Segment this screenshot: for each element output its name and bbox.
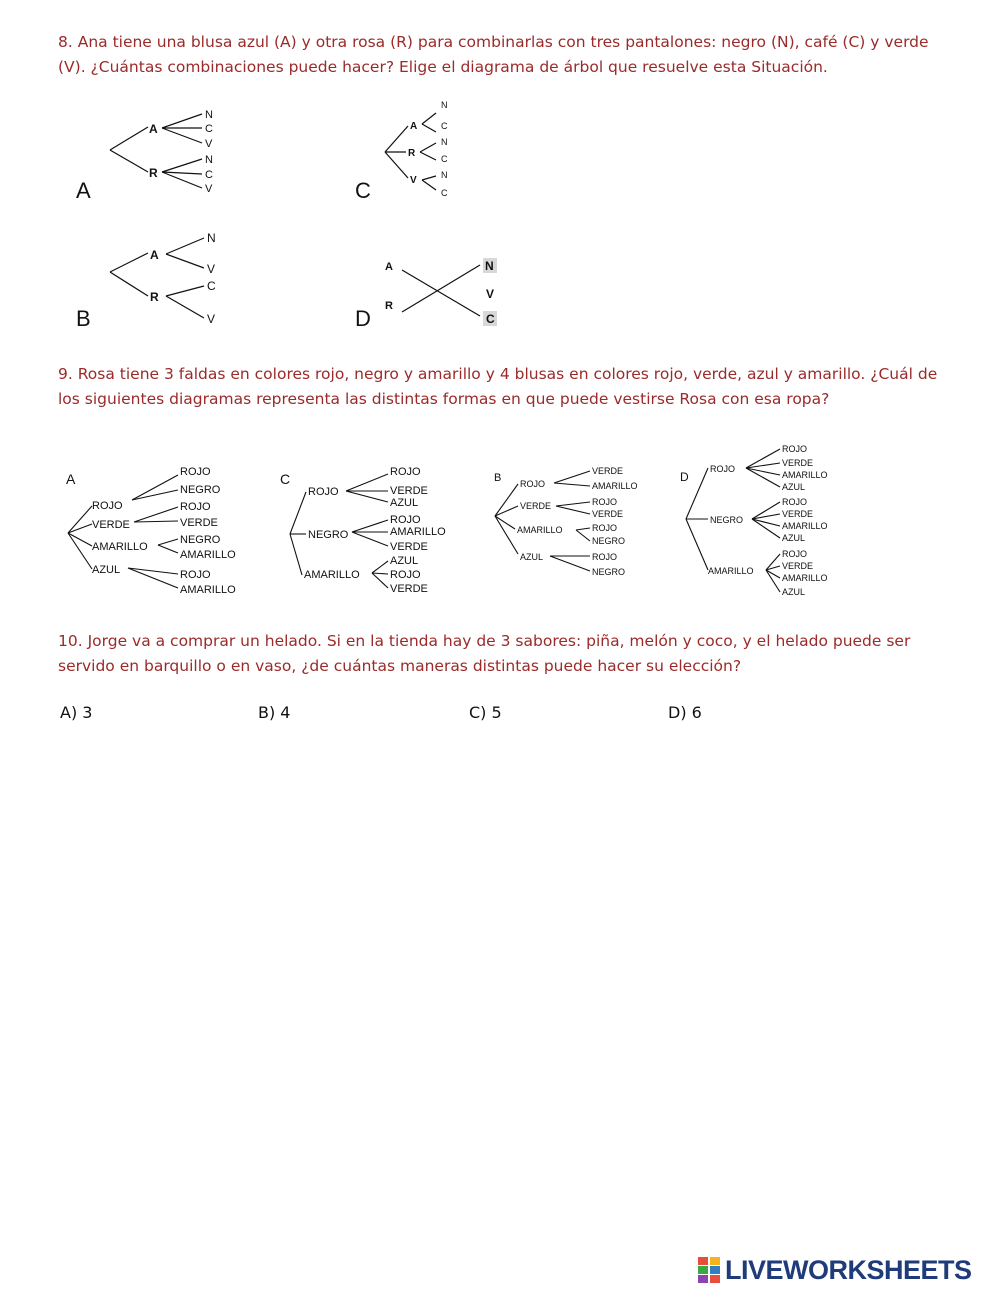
tree-node: ROJO — [710, 464, 736, 474]
tree-leaf: VERDE — [390, 583, 428, 595]
q10-option-a[interactable]: A) 3 — [60, 703, 93, 722]
tree-node: AMARILLO — [304, 569, 360, 581]
q9-option-d-letter: D — [680, 470, 689, 484]
tree-leaf: AMARILLO — [390, 526, 446, 538]
tree-leaf: VERDE — [782, 458, 814, 468]
tree-leaf: V — [486, 287, 495, 301]
tree-node: AMARILLO — [708, 566, 754, 576]
tree-leaf: ROJO — [592, 523, 618, 533]
tree-node: ROJO — [308, 486, 339, 498]
q10-option-d[interactable]: D) 6 — [668, 703, 702, 722]
q8-option-c-letter: C — [355, 178, 371, 203]
tree-leaf: ROJO — [180, 501, 211, 513]
tree-leaf: C — [441, 188, 448, 198]
tree-node: A — [410, 121, 418, 132]
q8-option-a-letter: A — [76, 178, 91, 203]
tree-node: NEGRO — [710, 515, 744, 525]
tree-leaf: N — [441, 100, 448, 110]
tree-node: VERDE — [92, 519, 130, 531]
tree-node: ROJO — [520, 479, 546, 489]
tree-leaf: V — [207, 262, 216, 276]
tree-leaf: AMARILLO — [180, 584, 236, 596]
q9-option-a-letter: A — [66, 471, 76, 487]
q10-option-b[interactable]: B) 4 — [258, 703, 291, 722]
liveworksheets-logo — [698, 1255, 972, 1285]
tree-node: AMARILLO — [92, 541, 148, 553]
tree-leaf: ROJO — [782, 497, 808, 507]
tree-leaf: C — [441, 121, 448, 131]
tree-leaf: AMARILLO — [592, 481, 638, 491]
tree-node: AZUL — [520, 552, 544, 562]
tree-leaf: AMARILLO — [782, 521, 828, 531]
q8-option-b-letter: B — [76, 306, 91, 331]
tree-leaf: AZUL — [782, 533, 806, 543]
tree-leaf: ROJO — [180, 466, 211, 478]
tree-node: AZUL — [92, 564, 121, 576]
tree-leaf: VERDE — [782, 561, 814, 571]
q10-option-c[interactable]: C) 5 — [469, 703, 502, 722]
tree-leaf: N — [205, 109, 213, 121]
question-10-text: 10. Jorge va a comprar un helado. Si en la tienda hay de 3 sabores: piña, melón y coco, y el helado puede ser servido en barquillo o en vaso, ¿de cuántas maneras distintas puede hacer su elección? — [58, 632, 911, 675]
tree-leaf: N — [441, 137, 448, 147]
tree-leaf: AMARILLO — [782, 573, 828, 583]
tree-leaf: AMARILLO — [180, 549, 236, 561]
liveworksheets-logo-icon — [698, 1257, 722, 1283]
tree-leaf: VERDE — [390, 485, 428, 497]
tree-node: R — [408, 148, 416, 159]
tree-leaf: V — [205, 138, 213, 150]
tree-leaf: V — [207, 312, 216, 326]
tree-leaf: ROJO — [390, 514, 421, 526]
tree-node: R — [149, 166, 158, 180]
tree-leaf: AZUL — [782, 482, 806, 492]
question-9-diagrams — [0, 436, 1000, 602]
tree-node: A — [150, 248, 159, 262]
tree-node: AMARILLO — [517, 525, 563, 535]
q9-option-c-letter: C — [280, 471, 291, 487]
tree-leaf: ROJO — [782, 444, 808, 454]
question-8-text: 8. Ana tiene una blusa azul (A) y otra rosa (R) para combinarlas con tres pantalones: negro (N), café (C) y verde (V). ¿Cuántas combinaciones puede hacer? Elige el diagrama de árbol que resuelve esta Situación. — [58, 33, 929, 76]
tree-node: V — [410, 175, 417, 186]
tree-leaf: NEGRO — [180, 484, 221, 496]
question-8-diagrams — [0, 90, 1000, 340]
tree-node: R — [385, 300, 393, 312]
tree-leaf: VERDE — [592, 509, 624, 519]
tree-leaf: AZUL — [390, 555, 419, 567]
tree-leaf: AZUL — [390, 497, 419, 509]
tree-leaf: N — [441, 170, 448, 180]
tree-leaf: NEGRO — [592, 567, 626, 577]
q9-option-b-letter: B — [494, 472, 502, 484]
tree-leaf: C — [486, 312, 495, 326]
tree-leaf: N — [207, 231, 216, 245]
tree-node: A — [149, 122, 158, 136]
tree-leaf: NEGRO — [180, 534, 221, 546]
tree-leaf: NEGRO — [592, 536, 626, 546]
tree-node: VERDE — [520, 501, 552, 511]
tree-leaf: N — [205, 154, 213, 166]
tree-leaf: C — [207, 279, 216, 293]
tree-leaf: VERDE — [592, 466, 624, 476]
tree-node: A — [385, 261, 393, 273]
tree-leaf: VERDE — [782, 509, 814, 519]
tree-leaf: C — [441, 154, 448, 164]
tree-leaf: ROJO — [390, 569, 421, 581]
tree-leaf: V — [205, 183, 213, 195]
tree-leaf: ROJO — [592, 497, 618, 507]
q8-option-d-letter: D — [355, 306, 371, 331]
tree-leaf: AZUL — [782, 587, 806, 597]
tree-leaf: ROJO — [180, 569, 211, 581]
tree-leaf: ROJO — [782, 549, 808, 559]
tree-leaf: ROJO — [390, 466, 421, 478]
tree-leaf: AMARILLO — [782, 470, 828, 480]
tree-node: ROJO — [92, 500, 123, 512]
tree-leaf: N — [485, 259, 494, 273]
question-9-text: 9. Rosa tiene 3 faldas en colores rojo, negro y amarillo y 4 blusas en colores rojo, verde, azul y amarillo. ¿Cuál de los siguientes diagramas representa las distintas formas en que puede vestirse Rosa con esa ropa? — [58, 365, 938, 408]
tree-leaf: VERDE — [180, 517, 218, 529]
tree-node: NEGRO — [308, 529, 349, 541]
tree-leaf: ROJO — [592, 552, 618, 562]
tree-node: R — [150, 290, 159, 304]
tree-leaf: C — [205, 123, 213, 135]
tree-leaf: VERDE — [390, 541, 428, 553]
logo-text: LIVEWORKSHEETS — [725, 1254, 972, 1285]
tree-leaf: C — [205, 169, 213, 181]
